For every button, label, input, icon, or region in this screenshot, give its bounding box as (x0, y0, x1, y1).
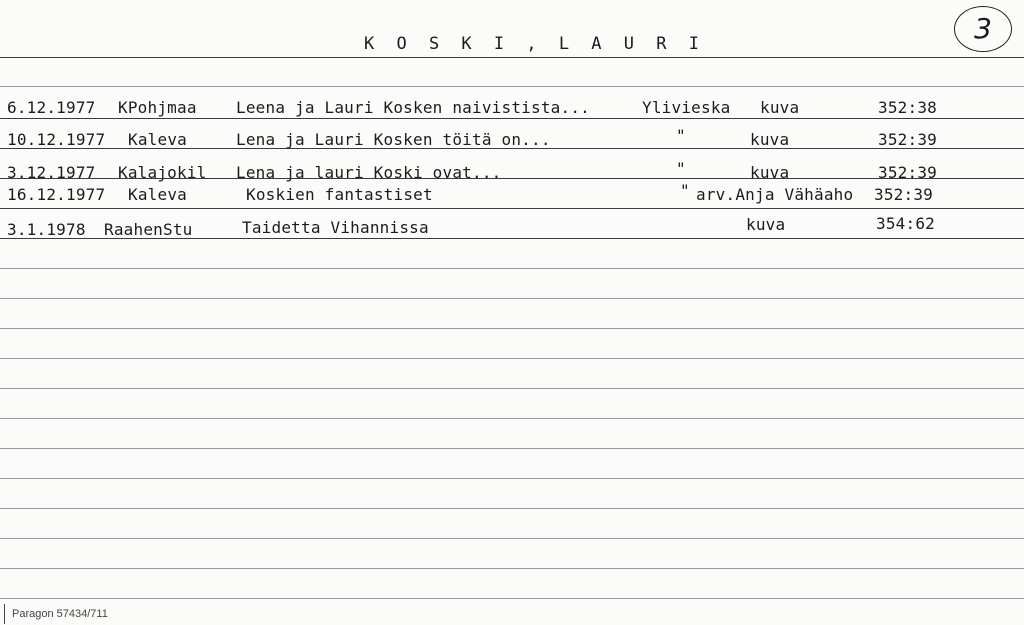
row-paper: Kalajokil (118, 163, 207, 182)
row-headline: Lena ja Lauri Kosken töitä on... (236, 130, 551, 149)
rule-line (0, 508, 1024, 509)
card-number-badge: 3 (954, 6, 1012, 52)
row-note: arv.Anja Vähäaho (696, 185, 854, 204)
margin-mark (4, 604, 5, 624)
rule-line (0, 118, 1024, 119)
row-place: Ylivieska (642, 98, 731, 117)
row-reference: 354:62 (876, 214, 935, 233)
row-date: 16.12.1977 (7, 185, 106, 204)
row-place: " (676, 126, 686, 145)
row-reference: 352:39 (878, 130, 937, 149)
rule-line (0, 358, 1024, 359)
rule-line (0, 538, 1024, 539)
row-place: " (680, 181, 690, 200)
rule-line (0, 57, 1024, 58)
rule-line (0, 388, 1024, 389)
row-headline: Lena ja lauri Koski ovat... (236, 163, 502, 182)
row-headline: Taidetta Vihannissa (242, 218, 429, 237)
row-date: 6.12.1977 (7, 98, 96, 117)
rule-line (0, 478, 1024, 479)
row-note: kuva (750, 130, 790, 149)
row-reference: 352:39 (874, 185, 933, 204)
row-paper: Kaleva (128, 130, 187, 149)
rule-line (0, 298, 1024, 299)
row-note: kuva (746, 215, 786, 234)
rule-line (0, 448, 1024, 449)
row-date: 10.12.1977 (7, 130, 106, 149)
rule-line (0, 86, 1024, 87)
row-headline: Leena ja Lauri Kosken naivistista... (236, 98, 590, 117)
row-date: 3.12.1977 (7, 163, 96, 182)
rule-line (0, 598, 1024, 599)
row-place: " (676, 159, 686, 178)
row-paper: KPohjmaa (118, 98, 197, 117)
row-reference: 352:38 (878, 98, 937, 117)
row-headline: Koskien fantastiset (246, 185, 433, 204)
row-paper: RaahenStu (104, 220, 193, 239)
row-note: kuva (750, 163, 790, 182)
rule-line (0, 208, 1024, 209)
rule-line (0, 328, 1024, 329)
row-reference: 352:39 (878, 163, 937, 182)
rule-line (0, 568, 1024, 569)
rule-line (0, 268, 1024, 269)
card-title: K O S K I , L A U R I (364, 34, 705, 54)
printer-footer: Paragon 57434/711 (12, 608, 108, 620)
row-paper: Kaleva (128, 185, 187, 204)
rule-line (0, 418, 1024, 419)
row-date: 3.1.1978 (7, 220, 86, 239)
row-note: kuva (760, 98, 800, 117)
